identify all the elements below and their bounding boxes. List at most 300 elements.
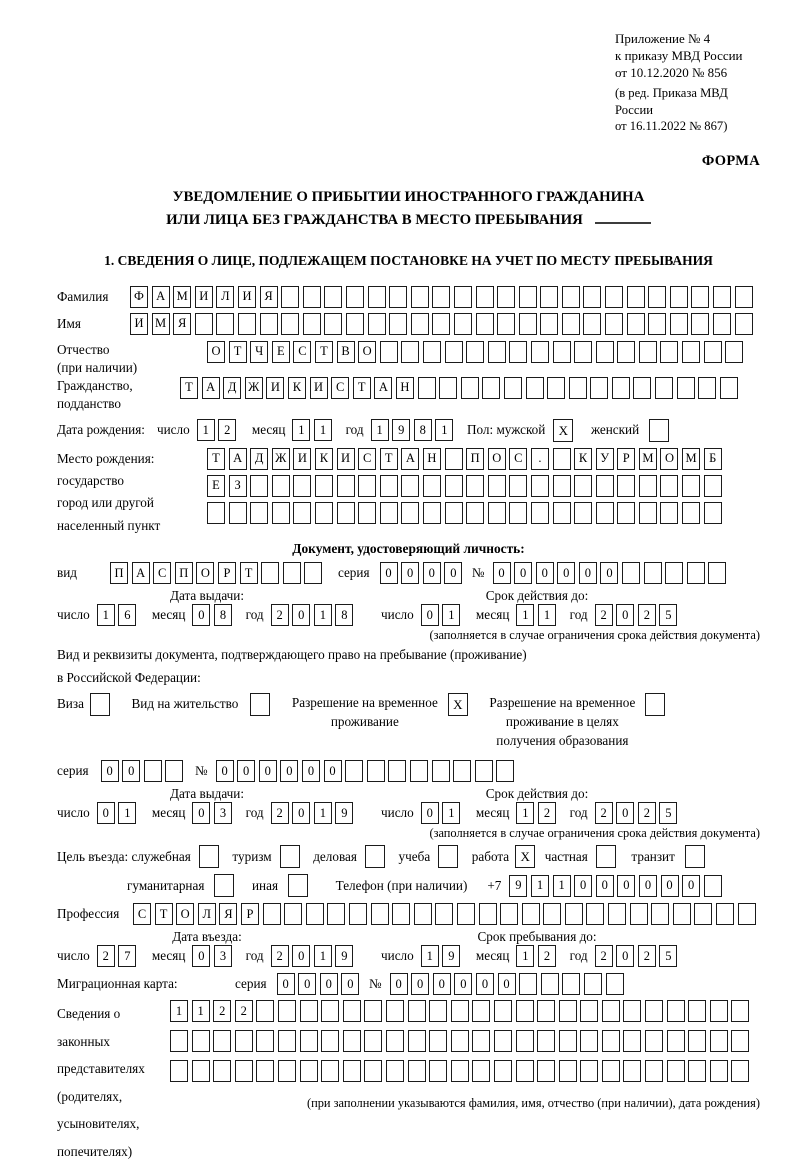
char-cell[interactable] — [321, 1000, 339, 1022]
char-cell[interactable]: 2 — [97, 945, 115, 967]
char-cell[interactable] — [429, 1060, 447, 1082]
char-cell[interactable]: И — [310, 377, 328, 399]
char-cell[interactable] — [562, 973, 580, 995]
char-cell[interactable] — [371, 903, 389, 925]
char-cell[interactable]: 1 — [292, 419, 310, 441]
char-cell[interactable]: 0 — [380, 562, 398, 584]
char-cell[interactable]: 0 — [101, 760, 119, 782]
char-cell[interactable] — [293, 475, 311, 497]
char-cell[interactable] — [494, 1000, 512, 1022]
char-cell[interactable] — [349, 903, 367, 925]
char-cell[interactable] — [623, 1060, 641, 1082]
char-cell[interactable] — [617, 475, 635, 497]
char-cell[interactable] — [250, 502, 268, 524]
char-cell[interactable]: 0 — [617, 875, 635, 897]
char-cell[interactable] — [429, 1000, 447, 1022]
char-cell[interactable] — [559, 1030, 577, 1052]
char-cell[interactable] — [345, 760, 363, 782]
char-cell[interactable] — [380, 341, 398, 363]
char-cell[interactable] — [691, 313, 709, 335]
char-cell[interactable] — [602, 1000, 620, 1022]
char-cell[interactable] — [466, 475, 484, 497]
char-cell[interactable] — [235, 1060, 253, 1082]
char-cell[interactable] — [263, 903, 281, 925]
char-cell[interactable] — [423, 475, 441, 497]
char-cell[interactable] — [479, 903, 497, 925]
char-cell[interactable] — [639, 341, 657, 363]
char-cell[interactable] — [144, 760, 162, 782]
char-cell[interactable] — [688, 1060, 706, 1082]
char-cell[interactable]: 1 — [442, 802, 460, 824]
char-cell[interactable] — [644, 562, 662, 584]
char-cell[interactable] — [710, 1000, 728, 1022]
char-cell[interactable]: 9 — [442, 945, 460, 967]
char-cell[interactable]: Т — [229, 341, 247, 363]
char-cell[interactable]: У — [596, 448, 614, 470]
char-cell[interactable] — [670, 313, 688, 335]
char-cell[interactable] — [423, 341, 441, 363]
char-cell[interactable] — [596, 341, 614, 363]
char-cell[interactable] — [559, 1060, 577, 1082]
char-cell[interactable] — [256, 1030, 274, 1052]
char-cell[interactable]: П — [466, 448, 484, 470]
char-cell[interactable] — [418, 377, 436, 399]
char-cell[interactable] — [698, 377, 716, 399]
char-cell[interactable]: 0 — [682, 875, 700, 897]
char-cell[interactable]: 1 — [421, 945, 439, 967]
char-cell[interactable] — [293, 502, 311, 524]
char-cell[interactable] — [531, 341, 549, 363]
char-cell[interactable] — [250, 475, 268, 497]
checkbox-cell[interactable] — [199, 845, 219, 868]
char-cell[interactable] — [284, 903, 302, 925]
char-cell[interactable] — [691, 286, 709, 308]
char-cell[interactable] — [639, 502, 657, 524]
char-cell[interactable] — [411, 286, 429, 308]
char-cell[interactable]: С — [133, 903, 151, 925]
char-cell[interactable] — [213, 1030, 231, 1052]
char-cell[interactable] — [346, 286, 364, 308]
char-cell[interactable]: Т — [353, 377, 371, 399]
char-cell[interactable]: 0 — [390, 973, 408, 995]
char-cell[interactable] — [553, 448, 571, 470]
char-cell[interactable]: 2 — [638, 604, 656, 626]
char-cell[interactable] — [547, 377, 565, 399]
char-cell[interactable]: И — [293, 448, 311, 470]
char-cell[interactable] — [596, 475, 614, 497]
char-cell[interactable] — [466, 502, 484, 524]
char-cell[interactable] — [553, 475, 571, 497]
char-cell[interactable] — [429, 1030, 447, 1052]
char-cell[interactable] — [710, 1060, 728, 1082]
char-cell[interactable] — [580, 1060, 598, 1082]
checkbox-cell[interactable] — [250, 693, 270, 716]
char-cell[interactable]: Е — [207, 475, 225, 497]
char-cell[interactable]: 9 — [335, 945, 353, 967]
char-cell[interactable]: Л — [216, 286, 234, 308]
char-cell[interactable]: Д — [223, 377, 241, 399]
char-cell[interactable] — [574, 502, 592, 524]
char-cell[interactable] — [708, 562, 726, 584]
char-cell[interactable] — [261, 562, 279, 584]
char-cell[interactable] — [574, 341, 592, 363]
char-cell[interactable]: 0 — [277, 973, 295, 995]
char-cell[interactable] — [537, 1030, 555, 1052]
char-cell[interactable]: 1 — [538, 604, 556, 626]
char-cell[interactable] — [731, 1030, 749, 1052]
char-cell[interactable]: 0 — [423, 562, 441, 584]
char-cell[interactable] — [602, 1060, 620, 1082]
char-cell[interactable] — [519, 286, 537, 308]
char-cell[interactable] — [537, 1060, 555, 1082]
char-cell[interactable] — [694, 903, 712, 925]
char-cell[interactable]: Ч — [250, 341, 268, 363]
char-cell[interactable] — [466, 341, 484, 363]
char-cell[interactable]: 1 — [118, 802, 136, 824]
char-cell[interactable] — [423, 502, 441, 524]
char-cell[interactable] — [617, 341, 635, 363]
char-cell[interactable]: М — [682, 448, 700, 470]
char-cell[interactable] — [633, 377, 651, 399]
char-cell[interactable]: 5 — [659, 802, 677, 824]
char-cell[interactable] — [260, 313, 278, 335]
char-cell[interactable] — [414, 903, 432, 925]
char-cell[interactable] — [617, 502, 635, 524]
char-cell[interactable] — [451, 1000, 469, 1022]
char-cell[interactable]: 2 — [271, 604, 289, 626]
char-cell[interactable] — [453, 760, 471, 782]
char-cell[interactable]: 0 — [302, 760, 320, 782]
char-cell[interactable] — [677, 377, 695, 399]
char-cell[interactable]: 1 — [192, 1000, 210, 1022]
char-cell[interactable]: 0 — [661, 875, 679, 897]
char-cell[interactable] — [324, 313, 342, 335]
char-cell[interactable]: 0 — [596, 875, 614, 897]
char-cell[interactable]: А — [202, 377, 220, 399]
char-cell[interactable]: 2 — [538, 945, 556, 967]
char-cell[interactable]: Я — [260, 286, 278, 308]
char-cell[interactable]: С — [358, 448, 376, 470]
char-cell[interactable]: 1 — [170, 1000, 188, 1022]
char-cell[interactable] — [738, 903, 756, 925]
char-cell[interactable]: 0 — [320, 973, 338, 995]
char-cell[interactable]: 1 — [314, 604, 332, 626]
char-cell[interactable] — [665, 562, 683, 584]
char-cell[interactable] — [472, 1030, 490, 1052]
char-cell[interactable] — [735, 286, 753, 308]
char-cell[interactable] — [207, 502, 225, 524]
char-cell[interactable] — [519, 313, 537, 335]
char-cell[interactable] — [526, 377, 544, 399]
char-cell[interactable]: 0 — [433, 973, 451, 995]
char-cell[interactable] — [300, 1060, 318, 1082]
char-cell[interactable]: Д — [250, 448, 268, 470]
char-cell[interactable] — [432, 286, 450, 308]
char-cell[interactable] — [386, 1000, 404, 1022]
checkbox-cell[interactable] — [90, 693, 110, 716]
char-cell[interactable] — [401, 502, 419, 524]
char-cell[interactable] — [461, 377, 479, 399]
char-cell[interactable]: 0 — [216, 760, 234, 782]
char-cell[interactable] — [562, 313, 580, 335]
char-cell[interactable] — [337, 475, 355, 497]
char-cell[interactable] — [602, 1030, 620, 1052]
char-cell[interactable]: С — [331, 377, 349, 399]
char-cell[interactable] — [364, 1030, 382, 1052]
char-cell[interactable]: 9 — [392, 419, 410, 441]
char-cell[interactable] — [494, 1030, 512, 1052]
char-cell[interactable]: 0 — [192, 802, 210, 824]
char-cell[interactable]: Ж — [272, 448, 290, 470]
char-cell[interactable]: 8 — [414, 419, 432, 441]
char-cell[interactable] — [569, 377, 587, 399]
char-cell[interactable] — [500, 903, 518, 925]
char-cell[interactable]: К — [288, 377, 306, 399]
char-cell[interactable]: Е — [272, 341, 290, 363]
char-cell[interactable] — [256, 1000, 274, 1022]
char-cell[interactable]: 1 — [314, 802, 332, 824]
char-cell[interactable]: З — [229, 475, 247, 497]
char-cell[interactable]: 1 — [531, 875, 549, 897]
char-cell[interactable]: П — [110, 562, 128, 584]
char-cell[interactable] — [408, 1060, 426, 1082]
title-blank-underline[interactable] — [595, 209, 651, 224]
char-cell[interactable] — [401, 341, 419, 363]
char-cell[interactable] — [321, 1060, 339, 1082]
char-cell[interactable]: 0 — [498, 973, 516, 995]
char-cell[interactable] — [645, 1060, 663, 1082]
char-cell[interactable]: М — [173, 286, 191, 308]
char-cell[interactable]: А — [132, 562, 150, 584]
char-cell[interactable] — [516, 1060, 534, 1082]
char-cell[interactable] — [519, 973, 537, 995]
char-cell[interactable]: 2 — [638, 945, 656, 967]
char-cell[interactable] — [716, 903, 734, 925]
char-cell[interactable] — [660, 475, 678, 497]
char-cell[interactable] — [516, 1030, 534, 1052]
char-cell[interactable] — [304, 562, 322, 584]
char-cell[interactable] — [687, 562, 705, 584]
char-cell[interactable] — [389, 313, 407, 335]
char-cell[interactable] — [704, 341, 722, 363]
char-cell[interactable] — [364, 1060, 382, 1082]
char-cell[interactable]: 2 — [235, 1000, 253, 1022]
char-cell[interactable]: А — [374, 377, 392, 399]
char-cell[interactable]: И — [266, 377, 284, 399]
char-cell[interactable]: С — [293, 341, 311, 363]
char-cell[interactable] — [272, 475, 290, 497]
char-cell[interactable] — [303, 286, 321, 308]
checkbox-cell[interactable]: X — [553, 419, 573, 442]
char-cell[interactable]: О — [488, 448, 506, 470]
char-cell[interactable]: 0 — [122, 760, 140, 782]
char-cell[interactable] — [278, 1030, 296, 1052]
char-cell[interactable] — [645, 1030, 663, 1052]
char-cell[interactable]: 0 — [421, 604, 439, 626]
char-cell[interactable]: 2 — [271, 802, 289, 824]
char-cell[interactable]: 1 — [314, 945, 332, 967]
char-cell[interactable]: 0 — [401, 562, 419, 584]
char-cell[interactable]: О — [358, 341, 376, 363]
char-cell[interactable] — [494, 1060, 512, 1082]
char-cell[interactable] — [623, 1030, 641, 1052]
char-cell[interactable] — [590, 377, 608, 399]
char-cell[interactable] — [445, 341, 463, 363]
char-cell[interactable] — [343, 1030, 361, 1052]
char-cell[interactable] — [688, 1030, 706, 1052]
char-cell[interactable] — [537, 1000, 555, 1022]
char-cell[interactable] — [306, 903, 324, 925]
char-cell[interactable]: 1 — [516, 945, 534, 967]
char-cell[interactable]: . — [531, 448, 549, 470]
char-cell[interactable]: 0 — [639, 875, 657, 897]
char-cell[interactable] — [315, 475, 333, 497]
char-cell[interactable] — [454, 313, 472, 335]
char-cell[interactable]: 0 — [444, 562, 462, 584]
char-cell[interactable]: О — [176, 903, 194, 925]
checkbox-cell[interactable] — [438, 845, 458, 868]
char-cell[interactable]: 2 — [638, 802, 656, 824]
char-cell[interactable] — [606, 973, 624, 995]
char-cell[interactable]: 0 — [292, 604, 310, 626]
char-cell[interactable]: 7 — [118, 945, 136, 967]
char-cell[interactable] — [368, 313, 386, 335]
checkbox-cell[interactable] — [214, 874, 234, 897]
char-cell[interactable] — [192, 1030, 210, 1052]
char-cell[interactable]: 0 — [600, 562, 618, 584]
char-cell[interactable] — [281, 313, 299, 335]
char-cell[interactable] — [256, 1060, 274, 1082]
char-cell[interactable] — [380, 475, 398, 497]
char-cell[interactable]: И — [130, 313, 148, 335]
char-cell[interactable]: А — [152, 286, 170, 308]
char-cell[interactable] — [445, 475, 463, 497]
char-cell[interactable]: Т — [240, 562, 258, 584]
char-cell[interactable]: 0 — [259, 760, 277, 782]
char-cell[interactable] — [612, 377, 630, 399]
char-cell[interactable]: И — [195, 286, 213, 308]
checkbox-cell[interactable] — [280, 845, 300, 868]
char-cell[interactable]: Б — [704, 448, 722, 470]
char-cell[interactable] — [562, 286, 580, 308]
char-cell[interactable] — [670, 286, 688, 308]
char-cell[interactable] — [343, 1000, 361, 1022]
char-cell[interactable] — [583, 313, 601, 335]
char-cell[interactable]: 0 — [421, 802, 439, 824]
char-cell[interactable]: Р — [241, 903, 259, 925]
char-cell[interactable] — [586, 903, 604, 925]
char-cell[interactable] — [605, 313, 623, 335]
char-cell[interactable] — [497, 286, 515, 308]
checkbox-cell[interactable] — [645, 693, 665, 716]
char-cell[interactable] — [392, 903, 410, 925]
char-cell[interactable]: 2 — [218, 419, 236, 441]
char-cell[interactable] — [735, 313, 753, 335]
char-cell[interactable] — [488, 341, 506, 363]
char-cell[interactable] — [496, 760, 514, 782]
char-cell[interactable]: А — [229, 448, 247, 470]
char-cell[interactable] — [522, 903, 540, 925]
char-cell[interactable]: Т — [180, 377, 198, 399]
char-cell[interactable] — [321, 1030, 339, 1052]
checkbox-cell[interactable] — [649, 419, 669, 442]
char-cell[interactable] — [673, 903, 691, 925]
char-cell[interactable]: 2 — [538, 802, 556, 824]
char-cell[interactable]: 0 — [493, 562, 511, 584]
char-cell[interactable] — [401, 475, 419, 497]
char-cell[interactable] — [475, 760, 493, 782]
char-cell[interactable]: 1 — [516, 604, 534, 626]
char-cell[interactable]: А — [401, 448, 419, 470]
char-cell[interactable] — [516, 1000, 534, 1022]
char-cell[interactable] — [451, 1060, 469, 1082]
char-cell[interactable] — [367, 760, 385, 782]
char-cell[interactable] — [380, 502, 398, 524]
char-cell[interactable] — [720, 377, 738, 399]
char-cell[interactable] — [278, 1060, 296, 1082]
checkbox-cell[interactable] — [288, 874, 308, 897]
char-cell[interactable] — [337, 502, 355, 524]
char-cell[interactable] — [472, 1060, 490, 1082]
char-cell[interactable] — [389, 286, 407, 308]
char-cell[interactable]: 2 — [595, 945, 613, 967]
char-cell[interactable] — [457, 903, 475, 925]
char-cell[interactable]: И — [337, 448, 355, 470]
char-cell[interactable] — [432, 760, 450, 782]
char-cell[interactable] — [509, 341, 527, 363]
char-cell[interactable] — [596, 502, 614, 524]
char-cell[interactable]: Т — [315, 341, 333, 363]
char-cell[interactable]: 0 — [192, 945, 210, 967]
char-cell[interactable] — [710, 1030, 728, 1052]
char-cell[interactable]: М — [639, 448, 657, 470]
char-cell[interactable] — [497, 313, 515, 335]
char-cell[interactable] — [648, 286, 666, 308]
char-cell[interactable]: 1 — [197, 419, 215, 441]
char-cell[interactable]: 1 — [97, 604, 115, 626]
checkbox-cell[interactable]: X — [515, 845, 535, 868]
char-cell[interactable]: 9 — [509, 875, 527, 897]
char-cell[interactable]: 1 — [516, 802, 534, 824]
char-cell[interactable] — [688, 1000, 706, 1022]
char-cell[interactable]: 0 — [514, 562, 532, 584]
char-cell[interactable] — [192, 1060, 210, 1082]
char-cell[interactable] — [343, 1060, 361, 1082]
char-cell[interactable] — [731, 1000, 749, 1022]
char-cell[interactable]: 3 — [214, 802, 232, 824]
char-cell[interactable]: 9 — [335, 802, 353, 824]
char-cell[interactable]: Р — [218, 562, 236, 584]
char-cell[interactable]: 0 — [292, 802, 310, 824]
char-cell[interactable] — [358, 502, 376, 524]
char-cell[interactable]: 5 — [659, 945, 677, 967]
char-cell[interactable]: 0 — [341, 973, 359, 995]
char-cell[interactable]: 0 — [574, 875, 592, 897]
char-cell[interactable] — [553, 502, 571, 524]
char-cell[interactable] — [445, 502, 463, 524]
char-cell[interactable]: 8 — [335, 604, 353, 626]
char-cell[interactable] — [540, 286, 558, 308]
char-cell[interactable] — [667, 1030, 685, 1052]
char-cell[interactable] — [386, 1030, 404, 1052]
char-cell[interactable]: 1 — [553, 875, 571, 897]
char-cell[interactable] — [472, 1000, 490, 1022]
char-cell[interactable] — [272, 502, 290, 524]
char-cell[interactable] — [531, 502, 549, 524]
char-cell[interactable] — [229, 502, 247, 524]
char-cell[interactable]: 0 — [292, 945, 310, 967]
char-cell[interactable] — [580, 1030, 598, 1052]
